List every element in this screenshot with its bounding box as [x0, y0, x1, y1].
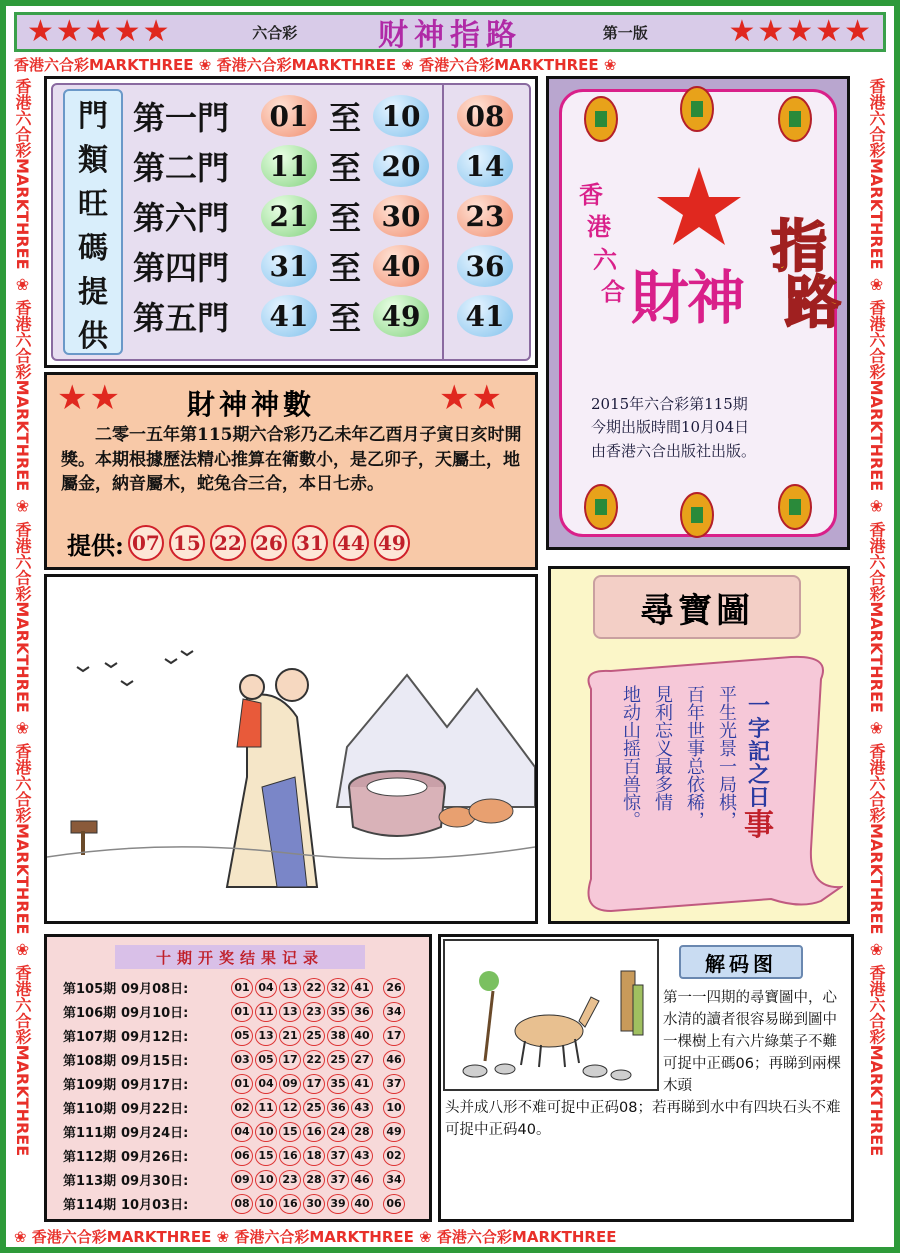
history-number-ball: 13 [279, 978, 301, 998]
treasure-riddle [739, 695, 779, 842]
door-pick-ball: 23 [457, 195, 513, 237]
history-number-ball: 38 [327, 1026, 349, 1046]
history-number-ball: 04 [255, 1074, 277, 1094]
history-number-ball: 11 [255, 1002, 277, 1022]
poster-panel [546, 76, 850, 550]
history-row [63, 1073, 407, 1094]
star-icon [657, 167, 741, 245]
history-period: 第106期 [63, 1006, 117, 1021]
history-number-ball: 01 [231, 978, 253, 998]
header-stars-right: ★★★★★ [728, 14, 873, 49]
shenshu-panel [44, 372, 538, 570]
poster-line: 今期出版時間10月04日 [591, 418, 750, 437]
door-row [133, 193, 527, 239]
history-number-ball: 01 [231, 1074, 253, 1094]
poster-line: 2015年六合彩第115期 [591, 395, 748, 413]
riddle-char: 之 [747, 762, 770, 789]
history-date: 09月24日: [121, 1126, 189, 1141]
history-number-ball: 12 [279, 1098, 301, 1118]
history-row [63, 1025, 407, 1046]
door-to-ball: 49 [373, 295, 429, 337]
left-strip: 香港六合彩MARKTHREE ❀ 香港六合彩MARKTHREE ❀ 香港六合彩MARKTHREE ❀ 香港六合彩MARKTHREE ❀ 香港六合彩MARKTHREE [13, 78, 32, 1157]
illustration-panel [44, 574, 538, 924]
history-number-ball: 25 [303, 1026, 325, 1046]
history-number-ball: 21 [279, 1026, 301, 1046]
offer-number-ball: 22 [210, 525, 246, 561]
door-pick-ball: 41 [457, 295, 513, 337]
history-number-ball: 09 [279, 1074, 301, 1094]
logs-icon [621, 971, 643, 1035]
history-date: 09月10日: [121, 1006, 189, 1021]
door-to-ball: 10 [373, 95, 429, 137]
poem-col: 見利忘义最多情 [652, 685, 673, 811]
history-special-ball: 02 [383, 1146, 405, 1166]
history-number-ball: 16 [303, 1122, 325, 1142]
history-period: 第113期 [63, 1174, 117, 1189]
history-number-ball: 02 [231, 1098, 253, 1118]
riddle-char: 字 [747, 716, 770, 743]
door-from-ball: 01 [261, 95, 317, 137]
history-number-ball: 23 [279, 1170, 301, 1190]
history-period: 第110期 [63, 1102, 117, 1117]
history-number-ball: 04 [255, 978, 277, 998]
history-special-ball: 10 [383, 1098, 405, 1118]
history-period: 第108期 [63, 1054, 117, 1069]
offer-number-ball: 31 [292, 525, 328, 561]
history-number-ball: 01 [231, 1002, 253, 1022]
bottom-strip: ❀ 香港六合彩MARKTHREE ❀ 香港六合彩MARKTHREE ❀ 香港六合彩MARKTHREE [14, 1228, 617, 1246]
door-from-ball: 41 [261, 295, 317, 337]
history-number-ball: 05 [231, 1026, 253, 1046]
side-char: 碼 [78, 231, 108, 266]
history-number-ball: 17 [303, 1074, 325, 1094]
shenshu-text: 二零一五年第115期六合彩乃乙未年乙酉月子寅日亥时開獎。本期根據歷法精心推算在衛數小，是乙卯子，天屬土，地屬金，納音屬木，蛇兔合三合，本日七赤。 [61, 425, 522, 495]
door-from-ball: 11 [261, 145, 317, 187]
history-number-ball: 43 [351, 1098, 373, 1118]
history-date: 09月17日: [121, 1078, 189, 1093]
history-special-ball: 37 [383, 1074, 405, 1094]
side-char: 類 [78, 143, 108, 178]
door-to-ball: 20 [373, 145, 429, 187]
history-date: 09月08日: [121, 982, 189, 997]
header-small-left: 六合彩 [252, 23, 298, 42]
page-title: 财神指路 [378, 18, 522, 53]
history-date: 09月12日: [121, 1030, 189, 1045]
history-number-ball: 16 [279, 1146, 301, 1166]
header-bar [14, 12, 886, 52]
poster-hk [579, 179, 625, 309]
treasure-panel [548, 566, 850, 924]
door-name: 第二門 [133, 149, 230, 187]
door-row [133, 243, 527, 289]
history-period: 第109期 [63, 1078, 117, 1093]
history-number-ball: 36 [351, 1002, 373, 1022]
history-date: 10月03日: [121, 1198, 189, 1213]
door-name: 第四門 [133, 249, 230, 287]
history-number-ball: 43 [351, 1146, 373, 1166]
history-number-ball: 36 [327, 1098, 349, 1118]
door-pick-ball: 36 [457, 245, 513, 287]
offer-number-ball: 07 [128, 525, 164, 561]
history-special-ball: 34 [383, 1170, 405, 1190]
poster-line: 由香港六合出版社出版。 [591, 441, 757, 460]
treasure-poem [617, 685, 739, 829]
poster-side [771, 214, 841, 336]
history-number-ball: 23 [303, 1002, 325, 1022]
history-row [63, 1121, 407, 1142]
door-to-ball: 40 [373, 245, 429, 287]
side-char: 門 [78, 99, 108, 134]
header-edition: 第一版 [602, 23, 648, 42]
offer-number-ball: 49 [374, 525, 410, 561]
history-number-ball: 10 [255, 1170, 277, 1190]
history-period: 第107期 [63, 1030, 117, 1045]
history-special-ball: 06 [383, 1194, 405, 1214]
door-name: 第五門 [133, 299, 230, 337]
history-row [63, 1169, 407, 1190]
door-to-word: 至 [328, 299, 361, 337]
doors-panel [44, 76, 538, 368]
door-from-ball: 21 [261, 195, 317, 237]
history-number-ball: 37 [327, 1170, 349, 1190]
history-special-ball: 46 [383, 1050, 405, 1070]
doors-side-label [63, 89, 123, 355]
history-special-ball: 17 [383, 1026, 405, 1046]
history-number-ball: 22 [303, 978, 325, 998]
history-number-ball: 41 [351, 1074, 373, 1094]
riddle-char: 記 [747, 739, 770, 766]
door-to-word: 至 [328, 149, 361, 187]
door-from-ball: 31 [261, 245, 317, 287]
shenshu-stars-right: ★★ [439, 378, 504, 418]
history-period: 第112期 [63, 1150, 117, 1165]
history-number-ball: 40 [351, 1026, 373, 1046]
door-to-ball: 30 [373, 195, 429, 237]
side-char: 路 [785, 270, 841, 336]
history-number-ball: 22 [303, 1050, 325, 1070]
decode-title: 解码图 [679, 945, 803, 979]
history-rows [47, 937, 429, 1219]
history-number-ball: 35 [327, 1074, 349, 1094]
history-number-ball: 04 [231, 1122, 253, 1142]
door-pick-ball: 14 [457, 145, 513, 187]
history-special-ball: 49 [383, 1122, 405, 1142]
history-number-ball: 27 [351, 1050, 373, 1070]
shenshu-offer [67, 525, 415, 561]
decode-text-bottom: 头并成八形不难可捉中正码08；若再睇到水中有四块石头不难可捉中正码40。 [445, 1100, 841, 1139]
door-row [133, 93, 527, 139]
birds-icon [77, 651, 193, 685]
door-row [133, 143, 527, 189]
hk-char: 六 [593, 244, 617, 274]
shenshu-title: 財神神數 [187, 388, 316, 421]
history-number-ball: 18 [303, 1146, 325, 1166]
hk-char: 合 [601, 277, 625, 307]
history-row [63, 1193, 407, 1214]
poem-col: 百年世事总依稀， [684, 685, 705, 829]
history-number-ball: 30 [303, 1194, 325, 1214]
poem-col: 地动山摇百兽惊。 [620, 685, 641, 829]
history-number-ball: 32 [327, 978, 349, 998]
history-row [63, 1145, 407, 1166]
treasure-title: 尋寶圖 [593, 575, 801, 639]
history-number-ball: 28 [351, 1122, 373, 1142]
hk-char: 香 [579, 180, 603, 209]
history-date: 09月22日: [121, 1102, 189, 1117]
offer-number-ball: 44 [333, 525, 369, 561]
offer-number-ball: 15 [169, 525, 205, 561]
door-to-word: 至 [328, 249, 361, 287]
history-number-ball: 11 [255, 1098, 277, 1118]
history-row [63, 1097, 407, 1118]
history-period: 第114期 [63, 1198, 117, 1213]
history-period: 第105期 [63, 982, 117, 997]
well-icon [349, 771, 445, 836]
door-name: 第六門 [133, 199, 230, 237]
doors-rows [133, 93, 527, 353]
history-panel [44, 934, 432, 1222]
offer-label: 提供: [67, 530, 124, 560]
door-row [133, 293, 527, 339]
history-title: 十期开奖结果记录 [115, 945, 365, 969]
history-number-ball: 24 [327, 1122, 349, 1142]
side-char: 指 [771, 214, 827, 280]
signpost-icon [71, 821, 97, 855]
riddle-char: 事 [744, 808, 774, 844]
offer-numbers [128, 525, 415, 561]
top-strip: 香港六合彩MARKTHREE ❀ 香港六合彩MARKTHREE ❀ 香港六合彩MARKTHREE ❀ [14, 56, 617, 74]
tree-icon [479, 971, 499, 1061]
riddle-char: 日 [747, 785, 770, 812]
history-number-ball: 08 [231, 1194, 253, 1214]
scene-illustration [47, 577, 535, 921]
side-char: 提 [78, 275, 108, 310]
history-row [63, 1001, 407, 1022]
history-number-ball: 46 [351, 1170, 373, 1190]
decode-panel [438, 934, 854, 1222]
right-strip: 香港六合彩MARKTHREE ❀ 香港六合彩MARKTHREE ❀ 香港六合彩MARKTHREE ❀ 香港六合彩MARKTHREE ❀ 香港六合彩MARKTHREE [867, 78, 886, 1157]
deer-icon [515, 997, 599, 1067]
history-row [63, 977, 407, 998]
header-stars-left: ★★★★★ [27, 14, 172, 49]
poster-info [591, 393, 821, 463]
door-name: 第一門 [133, 99, 230, 137]
history-number-ball: 39 [327, 1194, 349, 1214]
history-number-ball: 09 [231, 1170, 253, 1190]
history-number-ball: 41 [351, 978, 373, 998]
history-date: 09月26日: [121, 1150, 189, 1165]
history-number-ball: 37 [327, 1146, 349, 1166]
history-number-ball: 10 [255, 1122, 277, 1142]
history-number-ball: 25 [327, 1050, 349, 1070]
door-pick-ball: 08 [457, 95, 513, 137]
poem-col: 平生光景一局棋， [716, 685, 737, 829]
offer-number-ball: 26 [251, 525, 287, 561]
history-number-ball: 05 [255, 1050, 277, 1070]
history-number-ball: 16 [279, 1194, 301, 1214]
history-number-ball: 15 [279, 1122, 301, 1142]
decode-text-side: 第一一四期的尋寶圖中，心水清的讀者很容易睇到圖中一棵樹上有六片綠葉子不難可捉中正碼06；再睇到兩棵木頭 [663, 990, 841, 1095]
history-number-ball: 15 [255, 1146, 277, 1166]
history-number-ball: 35 [327, 1002, 349, 1022]
history-number-ball: 13 [255, 1026, 277, 1046]
poster-main: 財神 [631, 264, 744, 332]
history-number-ball: 17 [279, 1050, 301, 1070]
door-to-word: 至 [328, 99, 361, 137]
history-number-ball: 40 [351, 1194, 373, 1214]
side-char: 旺 [78, 187, 108, 222]
riddle-char: 一 [747, 693, 770, 719]
decode-illustration [443, 939, 659, 1091]
stones-icon [463, 1064, 631, 1080]
history-date: 09月30日: [121, 1174, 189, 1189]
history-number-ball: 28 [303, 1170, 325, 1190]
hk-char: 港 [587, 212, 611, 242]
history-date: 09月15日: [121, 1054, 189, 1069]
history-period: 第111期 [63, 1126, 117, 1141]
shenshu-stars-left: ★★ [57, 378, 122, 418]
history-number-ball: 10 [255, 1194, 277, 1214]
history-number-ball: 03 [231, 1050, 253, 1070]
history-special-ball: 34 [383, 1002, 405, 1022]
history-number-ball: 13 [279, 1002, 301, 1022]
history-number-ball: 25 [303, 1098, 325, 1118]
door-to-word: 至 [328, 199, 361, 237]
history-row [63, 1049, 407, 1070]
side-char: 供 [78, 319, 108, 354]
history-number-ball: 06 [231, 1146, 253, 1166]
history-special-ball: 26 [383, 978, 405, 998]
